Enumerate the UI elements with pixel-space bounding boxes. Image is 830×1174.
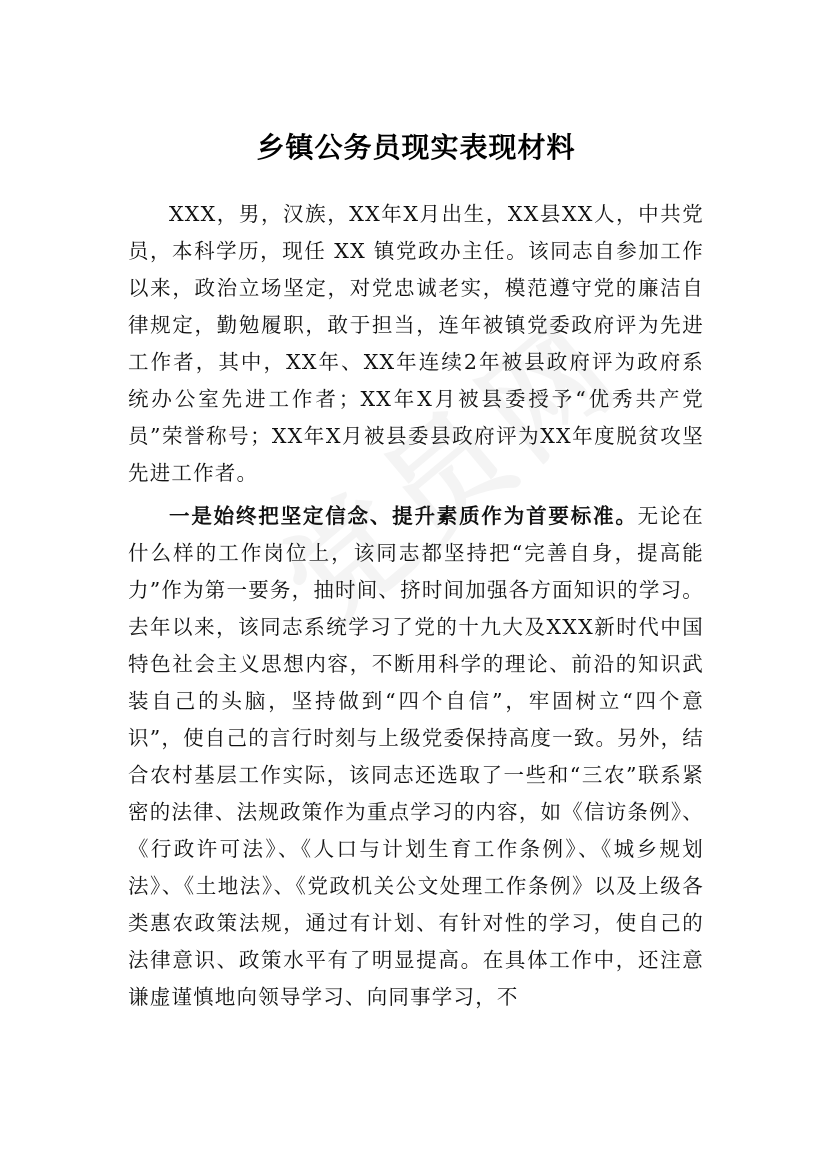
section-1-paragraph [128,498,704,1016]
document-page [128,120,704,1016]
section-1-body: 无论在什么样的工作岗位上，该同志都坚持把“完善自身，提高能力”作为第一要务，抽时间、挤时间加强各方面知识的学习。去年以来，该同志系统学习了党的十九大及XXX新时代中国特色社会主义思想内容，不断用科学的理论、前沿的知识武装自己的头脑，坚持做到“四个自信”，牢固树立“四个意识”，使自己的言行时刻与上级党委保持高度一致。另外，结合农村基层工作实际，该同志还选取了一些和“三农”联系紧密的法律、法规政策作为重点学习的内容，如《信访条例》、《行政许可法》、《人口与计划生育工作条例》、《城乡规划法》、《土地法》、《党政机关公文处理工作条例》以及上级各类惠农政策法规，通过有计划、有针对性的学习，使自己的法律意识、政策水平有了明显提高。在具体工作中，还注意谦虚谨慎地向领导学习、向同事学习，不 [128,504,704,1009]
section-1-lead: 一是始终把坚定信念、提升素质作为首要标准。 [169,504,638,528]
intro-paragraph: XXX，男，汉族，XX年X月出生，XX县XX人，中共党员，本科学历，现任 XX 镇党政办主任。该同志自参加工作以来，政治立场坚定，对党忠诚老实，模范遵守党的廉洁自律规定，勤勉履职，敢于担当，连年被镇党委政府评为先进工作者，其中，XX年、XX年连续2年被县政府评为政府系统办公室先进工作者；XX年X月被县委授予“优秀共产党员”荣誉称号；XX年X月被县委县政府评为XX年度脱贫攻坚先进工作者。 [128,202,704,485]
document-title: 乡镇公务员现实表现材料 [256,131,576,164]
